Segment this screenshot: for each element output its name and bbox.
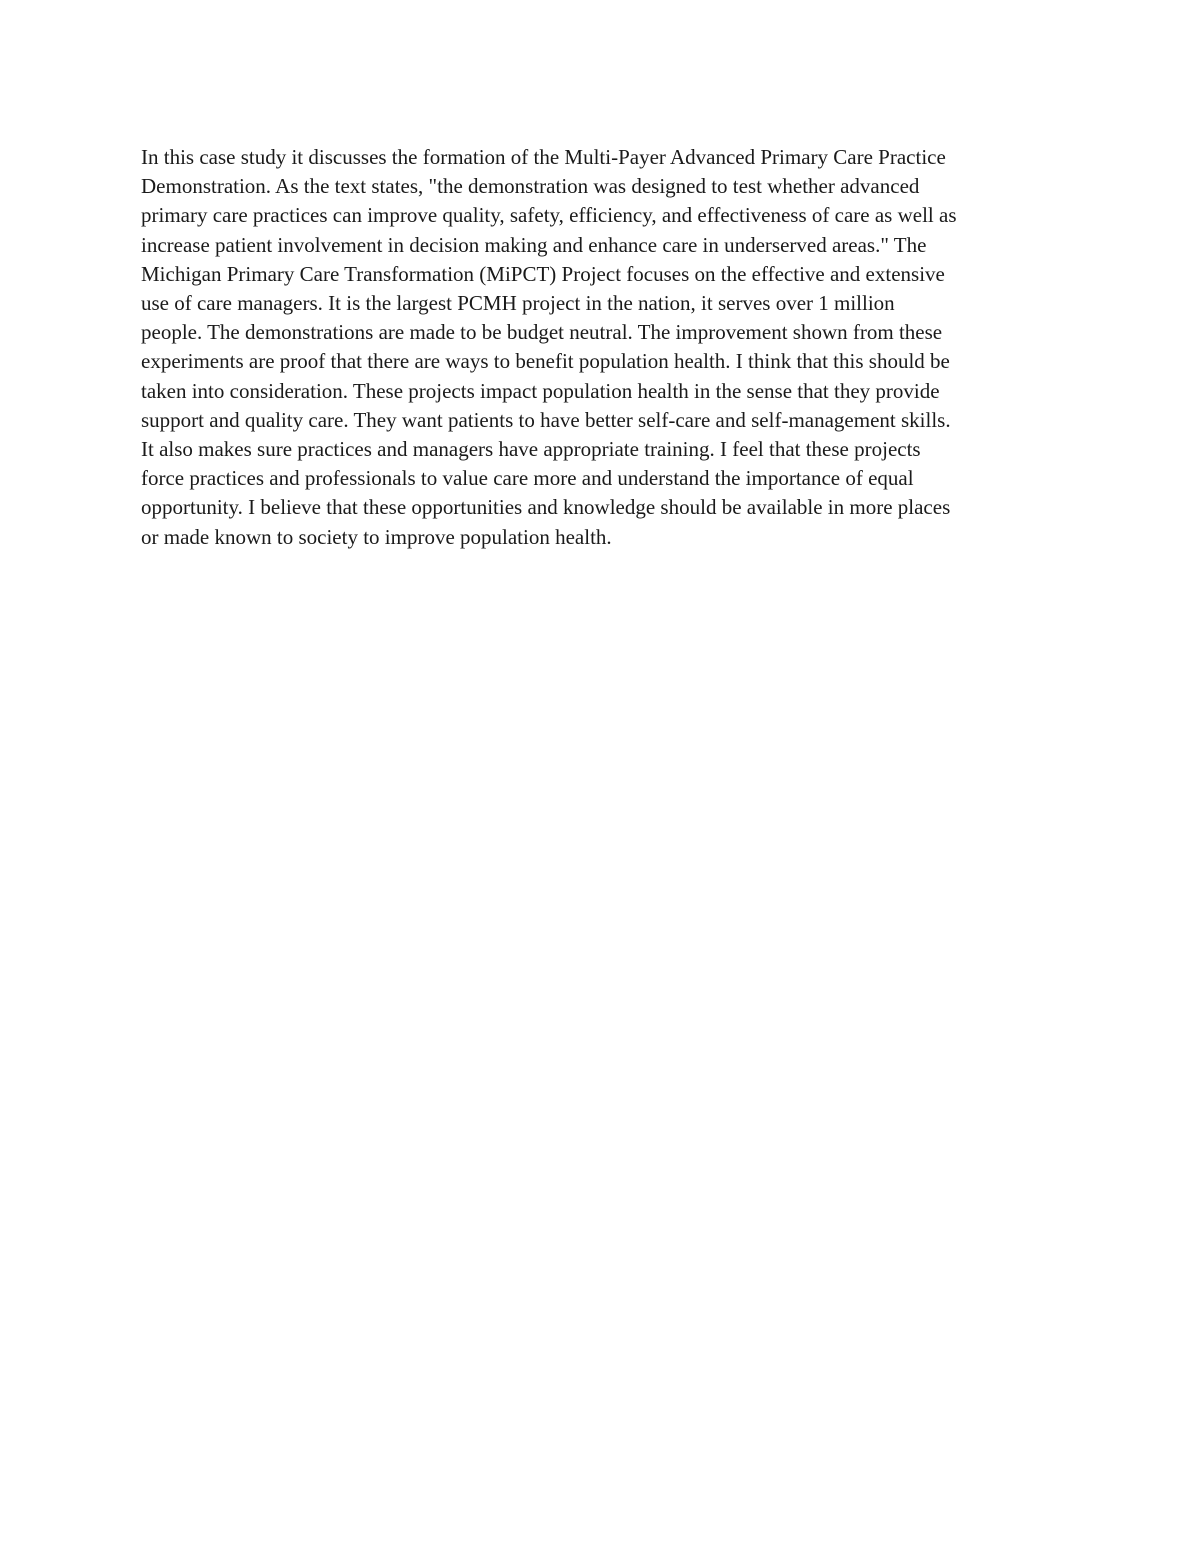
text-line: primary care practices can improve quality, safety, efficiency, and effectiveness of care as well as [141, 203, 957, 228]
body-paragraph [141, 143, 1071, 552]
text-line: taken into consideration. These projects impact population health in the sense that they provide [141, 378, 940, 403]
text-line: support and quality care. They want patients to have better self-care and self-management skills. [141, 407, 951, 432]
text-line: force practices and professionals to value care more and understand the importance of equal [141, 466, 914, 491]
text-line: It also makes sure practices and managers have appropriate training. I feel that these projects [141, 437, 921, 462]
text-line: Demonstration. As the text states, "the demonstration was designed to test whether advanced [141, 174, 920, 199]
text-line: use of care managers. It is the largest PCMH project in the nation, it serves over 1 million [141, 291, 895, 316]
text-line: or made known to society to improve population health. [141, 524, 612, 549]
text-line: people. The demonstrations are made to be budget neutral. The improvement shown from these [141, 320, 943, 345]
text-line: experiments are proof that there are ways to benefit population health. I think that this should be [141, 349, 950, 374]
text-line: Michigan Primary Care Transformation (MiPCT) Project focuses on the effective and extensive [141, 261, 945, 286]
text-line: In this case study it discusses the formation of the Multi-Payer Advanced Primary Care Practice [141, 145, 946, 169]
text-line: opportunity. I believe that these opportunities and knowledge should be available in more places [141, 495, 951, 520]
text-line: increase patient involvement in decision making and enhance care in underserved areas." The [141, 232, 927, 257]
